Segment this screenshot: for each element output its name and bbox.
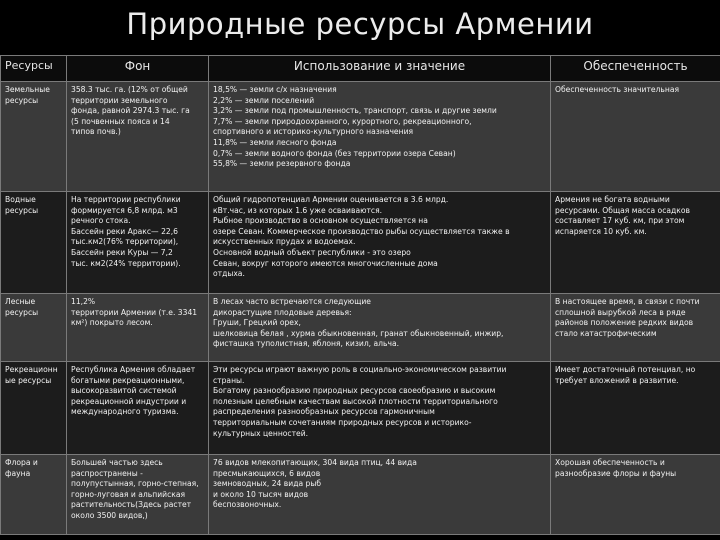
cell-supply: Армения не богата водными ресурсами. Общая масса осадков составляет 17 куб. км, при этом испаряется 10 куб. км.: [551, 192, 720, 294]
resources-table: [0, 55, 720, 535]
table-row: [1, 294, 720, 362]
cell-usage: 76 видов млекопитающих, 304 вида птиц, 44 вида пресмыкающихся, 6 видов земноводных, 24 вида рыб и около 10 тысяч видов беспозвоночных.: [209, 455, 551, 535]
cell-resource: Рекреационн ые ресурсы: [1, 362, 67, 455]
cell-background: Республика Армения обладает богатыми рекреационными, высокоразвитой системой рекреационной индустрии и международного туризма.: [67, 362, 209, 455]
cell-supply: В настоящее время, в связи с почти сплошной вырубкой леса в ряде районов положение редких видов стало катастрофическим: [551, 294, 720, 362]
table-header-row: [1, 56, 720, 82]
cell-usage: Эти ресурсы играют важную роль в социально-экономическом развитии страны. Богатому разнообразию природных ресурсов своеобразию и высоким полезным целебным качествам высокой плотности территориального распределения разнообразных ресурсов гармоничным территориальным сочетаниям природных ресурсов и историко- культурных ценностей.: [209, 362, 551, 455]
table-row: [1, 82, 720, 192]
cell-background: 358.3 тыс. га. (12% от общей территории земельного фонда, равной 2974.3 тыс. га (5 почвенных пояса и 14 типов почв.): [67, 82, 209, 192]
cell-background: Большей частью здесь распространены - полупустынная, горно-степная, горно-луговая и альпийская растительность(Здесь растет около 3500 видов,): [67, 455, 209, 535]
cell-background: На территории республики формируется 6,8 млрд. м3 речного стока. Бассейн реки Аракс— 22,6 тыс.км2(76% территории), Бассейн реки Куры — 7,2 тыс. км2(24% территории).: [67, 192, 209, 294]
cell-usage: В лесах часто встречаются следующие дикорастущие плодовые деревья: Груши, Грецкий орех, шелковица белая , хурма обыкновенная, гранат обыкновенный, инжир, фисташка туполистная, яблоня, кизил, альча.: [209, 294, 551, 362]
cell-resource: Флора и фауна: [1, 455, 67, 535]
cell-supply: Обеспеченность значительная: [551, 82, 720, 192]
cell-supply: Имеет достаточный потенциал, но требует вложений в развитие.: [551, 362, 720, 455]
header-background: Фон: [67, 56, 209, 82]
cell-usage: Общий гидропотенциал Армении оценивается в 3.6 млрд. кВт.час, из которых 1.6 уже осваиваются. Рыбное производство в основном осуществляется на озере Севан. Коммерческое производство рыбы осуществляется также в искусственных прудах и водоемах. Основной водный объект республики - это озеро Севан, вокруг которого имеются многочисленные дома отдыха.: [209, 192, 551, 294]
cell-resource: Земельные ресурсы: [1, 82, 67, 192]
table-row: [1, 192, 720, 294]
cell-resource: Лесные ресурсы: [1, 294, 67, 362]
header-supply: Обеспеченность: [551, 56, 720, 82]
header-resources: Ресурсы: [1, 56, 67, 82]
table-row: [1, 362, 720, 455]
cell-usage: 18,5% — земли с/х назначения 2,2% — земли поселений 3,2% — земли под промышленность, транспорт, связь и другие земли 7,7% — земли природоохранного, курортного, рекреационного, спортивного и историко-культурного назначения 11,8% — земли лесного фонда 0,7% — земли водного фонда (без территории озера Севан) 55,8% — земли резервного фонда: [209, 82, 551, 192]
header-usage: Использование и значение: [209, 56, 551, 82]
page-title: Природные ресурсы Армении: [126, 7, 594, 41]
table-row: [1, 455, 720, 535]
cell-supply: Хорошая обеспеченность и разнообразие флоры и фауны: [551, 455, 720, 535]
cell-background: 11,2% территории Армении (т.е. 3341 км²) покрыто лесом.: [67, 294, 209, 362]
cell-resource: Водные ресурсы: [1, 192, 67, 294]
